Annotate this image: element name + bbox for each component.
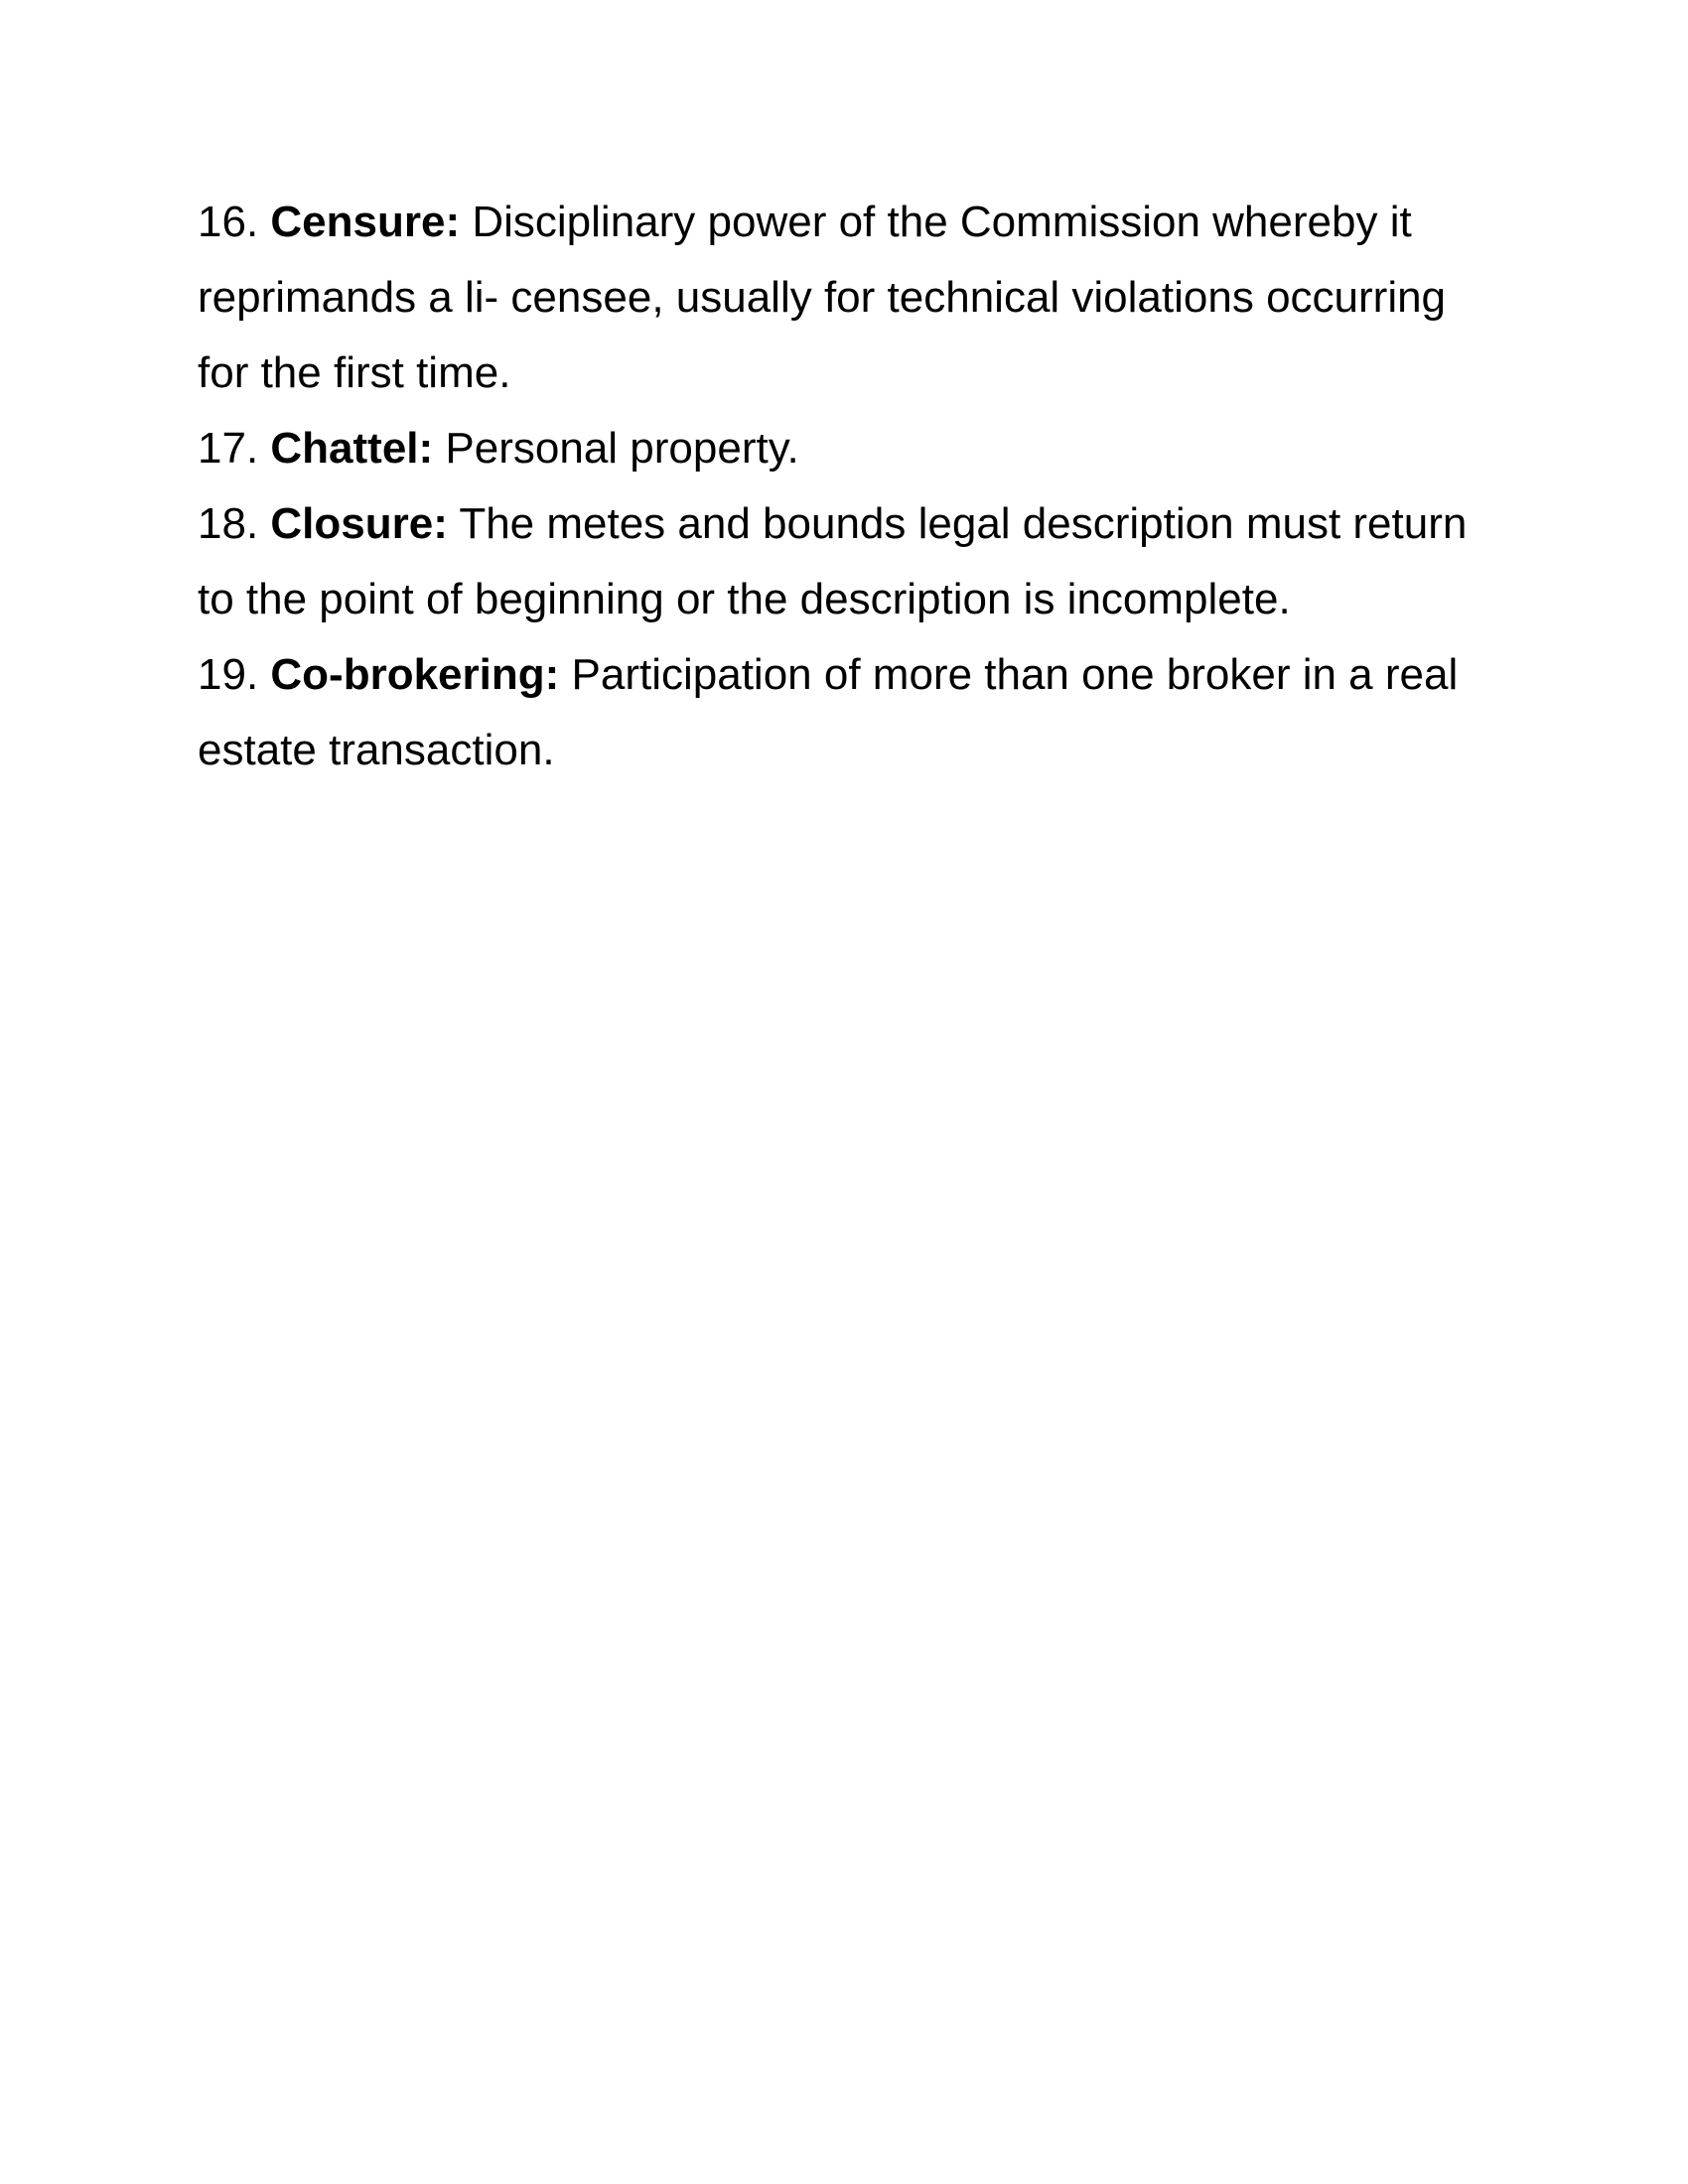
entry-term: Closure: xyxy=(270,499,448,548)
entry-line xyxy=(198,411,1508,486)
glossary-entry-chattel xyxy=(198,411,1508,486)
glossary-entry-censure xyxy=(198,185,1508,411)
entry-definition: Participation of more than one broker in a real xyxy=(559,650,1459,699)
glossary-entry-closure xyxy=(198,486,1508,637)
entry-number: 18. xyxy=(198,499,259,548)
entry-line xyxy=(198,486,1508,562)
entry-number: 19. xyxy=(198,650,259,699)
entry-term: Chattel: xyxy=(270,424,434,473)
entry-line: for the first time. xyxy=(198,348,511,397)
entry-definition: The metes and bounds legal description must return xyxy=(447,499,1468,548)
entry-line: estate transaction. xyxy=(198,726,555,774)
entry-definition: Personal property. xyxy=(433,424,799,473)
entry-line xyxy=(198,185,1508,260)
glossary-entry-co-brokering xyxy=(198,637,1508,788)
entry-term: Censure: xyxy=(270,198,461,246)
entry-definition: Disciplinary power of the Commission whereby it xyxy=(460,198,1412,246)
entry-line xyxy=(198,637,1508,713)
entry-line: reprimands a li- censee, usually for technical violations occurring xyxy=(198,273,1447,322)
document-page xyxy=(198,185,1508,788)
entry-number: 16. xyxy=(198,198,259,246)
entry-number: 17. xyxy=(198,424,259,473)
entry-term: Co-brokering: xyxy=(270,650,560,699)
entry-line: to the point of beginning or the description is incomplete. xyxy=(198,575,1291,623)
